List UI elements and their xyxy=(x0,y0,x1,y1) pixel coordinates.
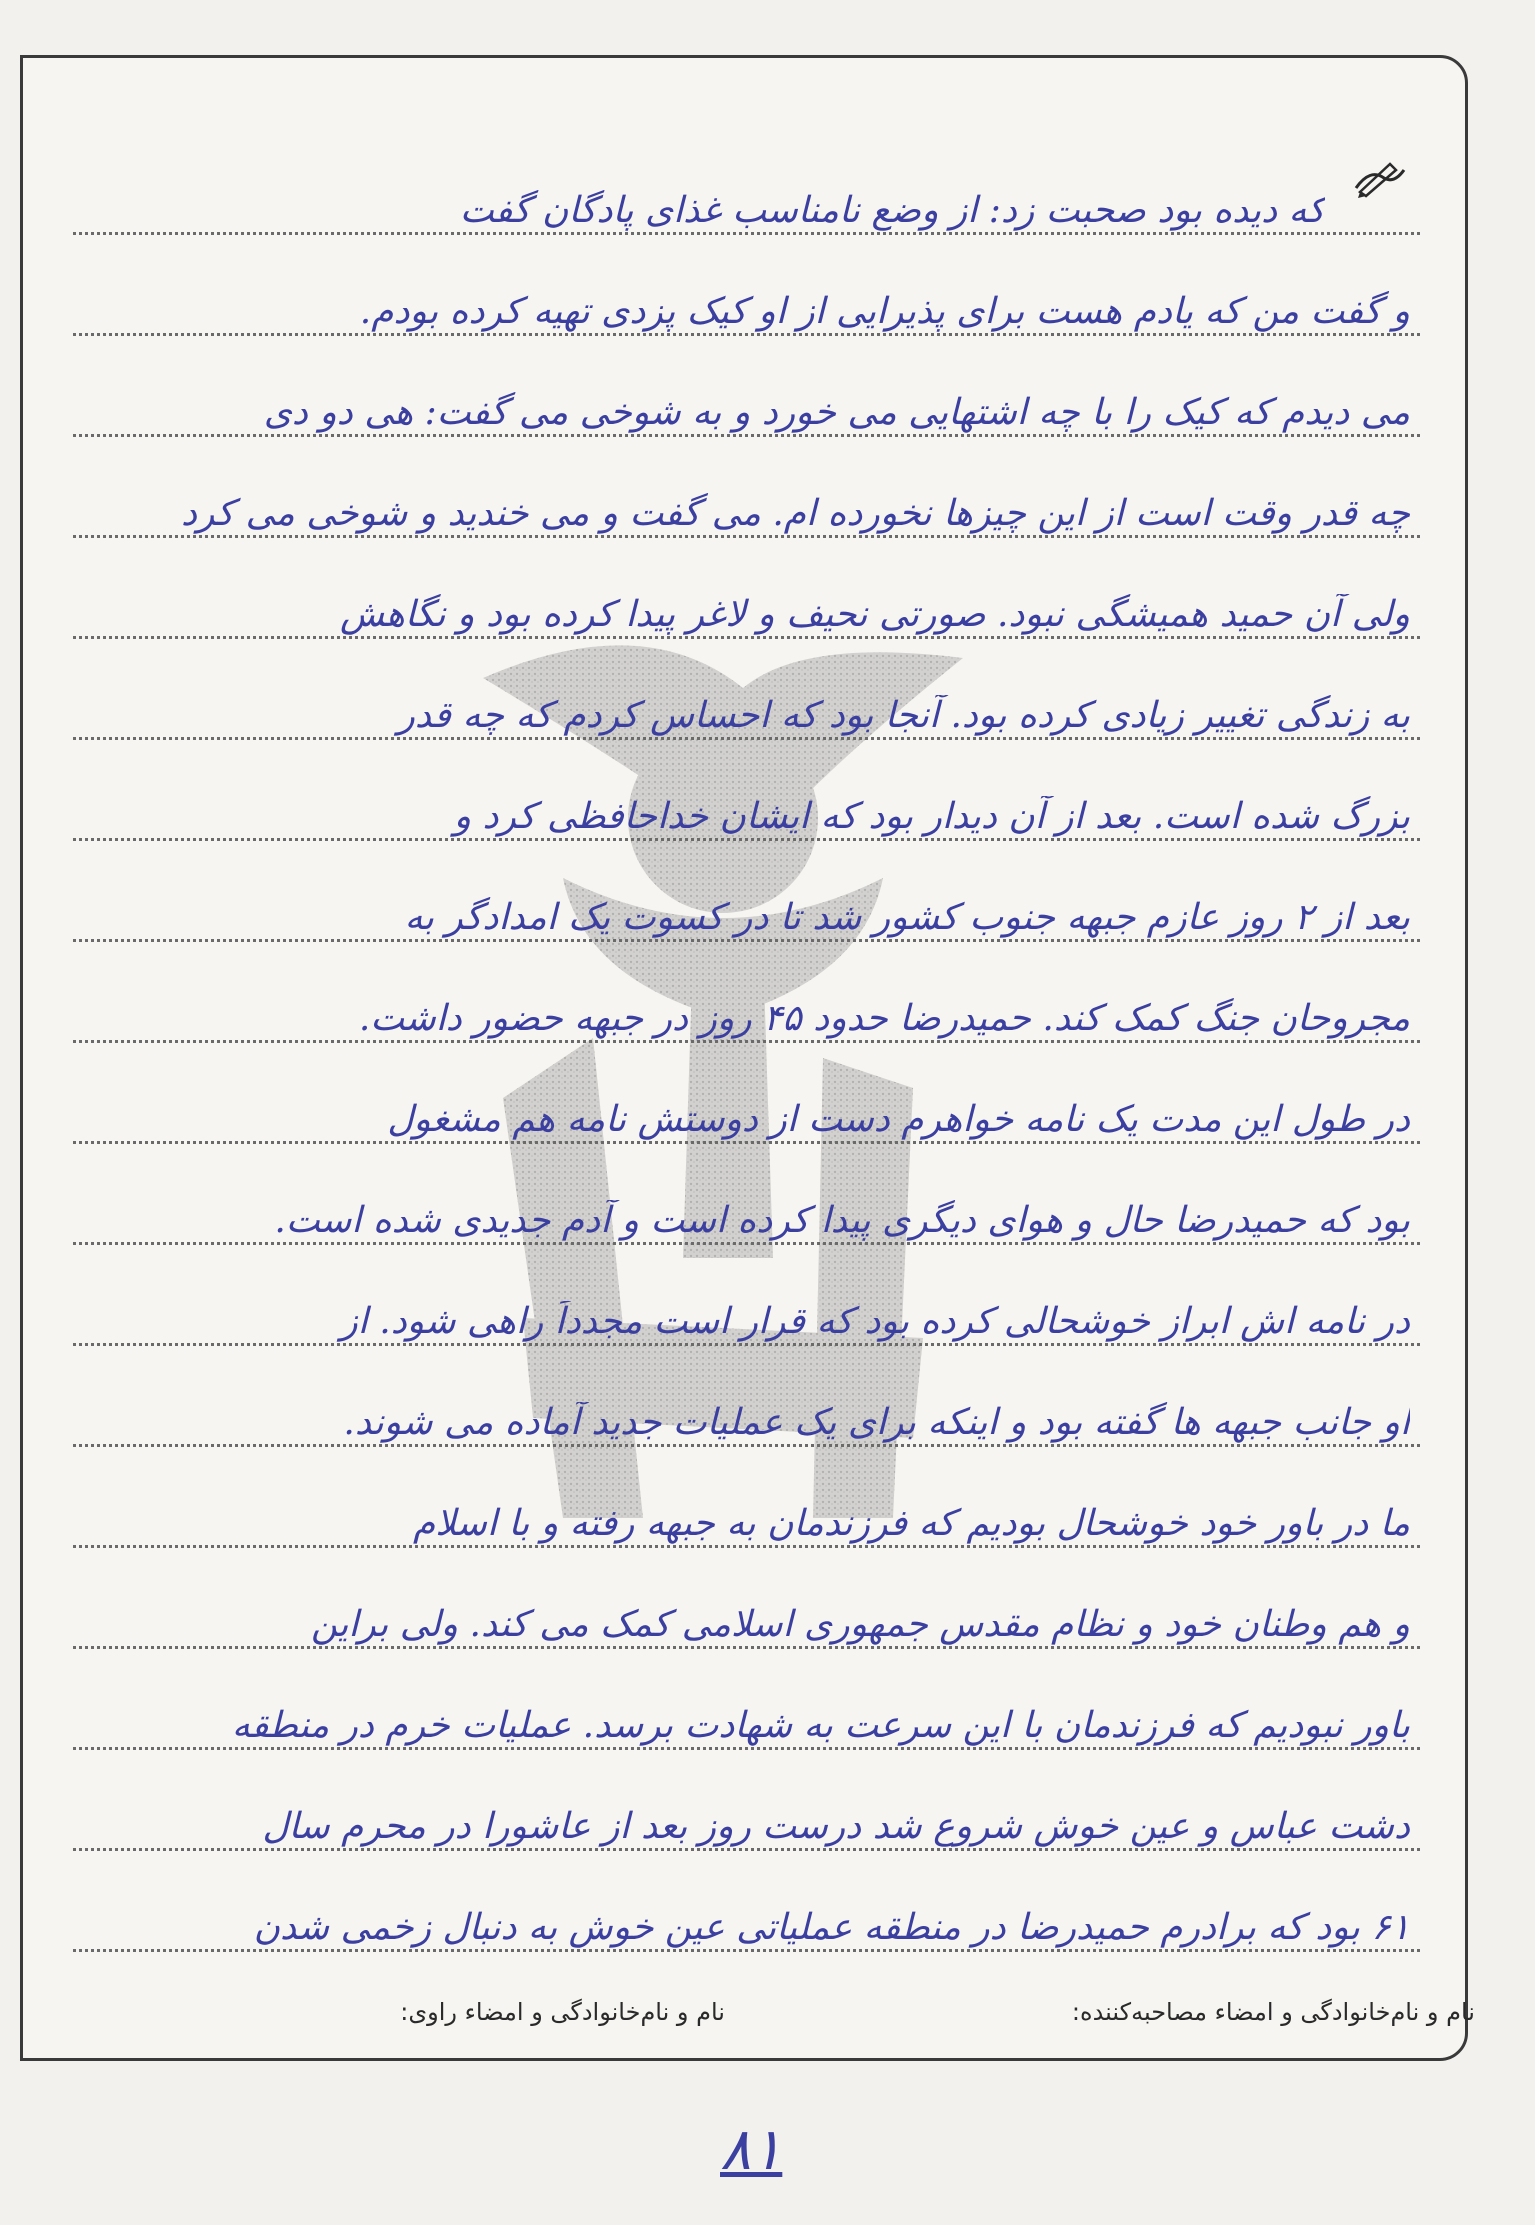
line-text: ما در باور خود خوشحال بودیم که فرزندمان به جبهه رفته و با اسلام xyxy=(413,1503,1410,1544)
narrator-signature-label: نام و نام‌خانوادگی و امضاء راوی: xyxy=(400,1998,725,2026)
interviewer-signature-label: نام و نام‌خانوادگی و امضاء مصاحبه‌کننده: xyxy=(1071,1998,1475,2026)
text-line xyxy=(73,148,1420,249)
line-text: می دیدم که کیک را با چه اشتهایی می خورد و به شوخی می گفت: هی دو دی xyxy=(263,392,1410,433)
text-line xyxy=(73,1562,1420,1663)
line-text: بود که حمیدرضا حال و هوای دیگری پیدا کرده است و آدم جدیدی شده است. xyxy=(274,1200,1410,1241)
text-line xyxy=(73,1259,1420,1360)
text-line xyxy=(73,1865,1420,1966)
text-line xyxy=(73,451,1420,552)
line-text: بزرگ شده است. بعد از آن دیدار بود که ایشان خداحافظی کرد و xyxy=(453,796,1410,837)
line-text: به زندگی تغییر زیادی کرده بود. آنجا بود که احساس کردم که چه قدر xyxy=(397,695,1410,736)
text-line xyxy=(73,249,1420,350)
page-frame xyxy=(20,55,1468,2061)
line-text: ولی آن حمید همیشگی نبود. صورتی نحیف و لاغر پیدا کرده بود و نگاهش xyxy=(339,594,1410,635)
text-line xyxy=(73,1360,1420,1461)
text-line xyxy=(73,1158,1420,1259)
page-number: ۸۱ xyxy=(720,2115,783,2183)
text-line xyxy=(73,552,1420,653)
text-line xyxy=(73,1057,1420,1158)
line-text: در طول این مدت یک نامه خواهرم دست از دوستش نامه هم مشغول xyxy=(387,1099,1410,1140)
text-line xyxy=(73,1663,1420,1764)
line-text: مجروحان جنگ کمک کند. حمیدرضا حدود ۴۵ روز در جبهه حضور داشت. xyxy=(358,998,1410,1039)
text-line xyxy=(73,653,1420,754)
line-text: او جانب جبهه ها گفته بود و اینکه برای یک عملیات جدید آماده می شوند. xyxy=(343,1402,1410,1443)
text-line xyxy=(73,956,1420,1057)
text-line xyxy=(73,754,1420,855)
line-text: بعد از ۲ روز عازم جبهه جنوب کشور شد تا در کسوت یک امدادگر به xyxy=(404,897,1410,938)
line-text: چه قدر وقت است از این چیزها نخورده ام. می گفت و می خندید و شوخی می کرد xyxy=(181,493,1410,534)
line-text: و هم وطنان خود و نظام مقدس جمهوری اسلامی کمک می کند. ولی براین xyxy=(310,1604,1410,1645)
line-text: که دیده بود صحبت زد: از وضع نامناسب غذای پادگان گفت xyxy=(459,190,1325,231)
text-line xyxy=(73,1764,1420,1865)
line-text: دشت عباس و عین خوش شروع شد درست روز بعد از عاشورا در محرم سال xyxy=(262,1806,1410,1847)
line-text: و گفت من که یادم هست برای پذیرایی از او کیک پزدی تهیه کرده بودم. xyxy=(359,291,1410,332)
text-line xyxy=(73,350,1420,451)
handwritten-lines xyxy=(73,148,1420,1966)
text-line xyxy=(73,855,1420,956)
text-line xyxy=(73,1461,1420,1562)
line-text: در نامه اش ابراز خوشحالی کرده بود که قرار است مجدداً راهی شود. از xyxy=(340,1301,1410,1342)
line-text: ۶۱ بود که برادرم حمیدرضا در منطقه عملیاتی عین خوش به دنبال زخمی شدن xyxy=(253,1907,1410,1948)
line-text: باور نبودیم که فرزندمان با این سرعت به شهادت برسد. عملیات خرم در منطقه xyxy=(231,1705,1410,1746)
signature-row xyxy=(60,1998,1475,2038)
